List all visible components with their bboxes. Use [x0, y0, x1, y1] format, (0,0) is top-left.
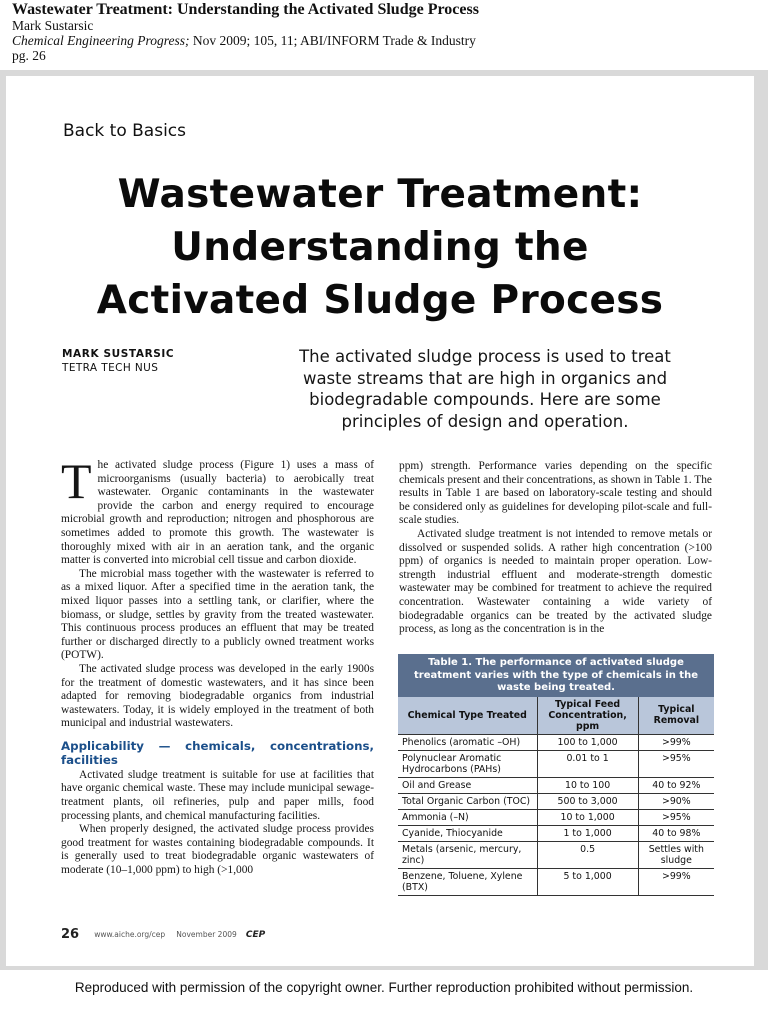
citation-source — [12, 33, 756, 48]
table-row — [398, 809, 714, 825]
table-cell: 40 to 92% — [638, 777, 714, 793]
table-header-cell: Typical Feed Concentration, ppm — [537, 697, 638, 735]
citation-journal: Chemical Engineering Progress; — [12, 33, 190, 48]
table-cell: 10 to 100 — [537, 777, 638, 793]
table-row — [398, 750, 714, 777]
byline-author: MARK SUSTARSIC — [62, 348, 175, 360]
table-cell: >99% — [638, 868, 714, 895]
headline-line-2: Understanding the — [171, 225, 589, 270]
subheading-applicability: Applicability — chemicals, concentrations, facilities — [61, 738, 374, 767]
drop-cap: T — [61, 453, 92, 509]
article-page — [6, 76, 754, 966]
paragraph-3: The activated sludge process was developed in the early 1900s for the treatment of domestic wastewaters, and it has since been adapted for removing biodegradable organics from industrial wastewaters. Today, it is widely employed in the treatment of both municipal and industrial wastewaters. — [61, 662, 374, 730]
headline-line-3: Activated Sludge Process — [96, 278, 664, 323]
citation-page: pg. 26 — [12, 48, 46, 63]
footer-page-number: 26 — [61, 927, 80, 942]
byline — [62, 348, 174, 374]
table-caption: Table 1. The performance of activated sludge treatment varies with the type of chemicals in the waste being treated. — [398, 654, 714, 697]
table-cell: Polynuclear Aromatic Hydrocarbons (PAHs) — [398, 750, 537, 777]
citation-author: Mark Sustarsic — [12, 18, 94, 33]
citation-details: Nov 2009; 105, 11; ABI/INFORM Trade & Industry — [189, 33, 476, 48]
article-headline — [46, 168, 714, 327]
footer-date: November 2009 — [176, 930, 237, 939]
table-cell: >95% — [638, 809, 714, 825]
citation-header — [12, 2, 756, 63]
table-row — [398, 734, 714, 750]
page-footer — [61, 924, 265, 943]
paragraph-1 — [61, 453, 374, 568]
table-header-row — [398, 697, 714, 735]
body-column-right — [399, 460, 712, 637]
table-cell: >90% — [638, 793, 714, 809]
table-row — [398, 777, 714, 793]
article-deck: The activated sludge process is used to treat waste streams that are high in organics and biodegradable compounds. Here are some principles of design and operation. — [299, 347, 671, 431]
table-cell: 10 to 1,000 — [537, 809, 638, 825]
headline-line-1: Wastewater Treatment: — [117, 172, 643, 217]
performance-table — [398, 697, 714, 896]
table-cell: >95% — [638, 750, 714, 777]
table-cell: Settles with sludge — [638, 841, 714, 868]
table-cell: 5 to 1,000 — [537, 868, 638, 895]
body-column-left — [61, 453, 374, 878]
table-header-cell: Chemical Type Treated — [398, 697, 537, 735]
table-cell: 100 to 1,000 — [537, 734, 638, 750]
section-label: Back to Basics — [63, 121, 187, 141]
table-cell: 1 to 1,000 — [537, 825, 638, 841]
table-row — [398, 868, 714, 895]
table-cell: Metals (arsenic, mercury, zinc) — [398, 841, 537, 868]
table-cell: 0.5 — [537, 841, 638, 868]
citation-title: Wastewater Treatment: Understanding the Activated Sludge Process — [12, 1, 479, 18]
paragraph-6: ppm) strength. Performance varies depending on the specific chemicals present and their concentrations, as shown in Table 1. The results in Table 1 are based on laboratory-scale testing and should be considered only as guidelines for developing pilot-scale and full-scale studies. — [399, 460, 712, 527]
footer-url: www.aiche.org/cep — [94, 930, 166, 939]
paragraph-2: The microbial mass together with the wastewater is referred to as a mixed liquor. After a specified time in the aeration tank, the mixed liquor passes into a settling tank, or clarifier, where the biomass, or sludge, settles by gravity from the treated wastewater. This continuous process produces an effluent that may be treated further or discharged directly to a publicly owned treatment works (POTW). — [61, 567, 374, 662]
paragraph-4: Activated sludge treatment is suitable for use at facilities that have organic chemical waste. These may include municipal sewage-treatment plants, oil refineries, pulp and paper mills, food processing plants, and chemical manufacturing facilities. — [61, 768, 374, 822]
table-cell: Cyanide, Thiocyanide — [398, 825, 537, 841]
paragraph-1-text: he activated sludge process (Figure 1) uses a mass of microorganisms (usually bacteria) to aerobically treat wastewater. Organic contaminants in the wastewater provide the carbon and energy required to encourage microbial growth and reproduction; nitrogen and phosphorous are sometimes added to promote this growth. The wastewater is thoroughly mixed with air in an aeration tank, and the organic matter is converted into microbial cell tissue and carbon dioxide. — [61, 459, 374, 567]
table-cell: Benzene, Toluene, Xylene (BTX) — [398, 868, 537, 895]
table-cell: >99% — [638, 734, 714, 750]
table-cell: 500 to 3,000 — [537, 793, 638, 809]
table-cell: 0.01 to 1 — [537, 750, 638, 777]
table-row — [398, 793, 714, 809]
table-row — [398, 825, 714, 841]
table-cell: 40 to 98% — [638, 825, 714, 841]
table-cell: Ammonia (–N) — [398, 809, 537, 825]
table-cell: Total Organic Carbon (TOC) — [398, 793, 537, 809]
table-row — [398, 841, 714, 868]
permission-notice: Reproduced with permission of the copyright owner. Further reproduction prohibited without permission. — [74, 980, 694, 995]
table-1 — [398, 654, 714, 896]
table-header-cell: Typical Removal — [638, 697, 714, 735]
table-cell: Phenolics (aromatic –OH) — [398, 734, 537, 750]
paragraph-7: Activated sludge treatment is not intended to remove metals or dissolved or suspended solids. A rather high concentration (>100 ppm) of organics is needed to maintain proper operation. Low-strength industrial effluent and moderate-strength domestic wastewater may be combined for treatment to achieve the required concentration. Wastewater containing a wide variety of biodegradable organics can be treated by the activated sludge process, as long as the concentration is in the — [399, 527, 712, 636]
paragraph-5: When properly designed, the activated sludge process provides good treatment for wastes containing biodegradable compounds. It is generally used to treat biodegradable organic wastewaters of moderate (10–1,000 ppm) to high (>1,000 — [61, 823, 374, 877]
byline-affiliation: TETRA TECH NUS — [62, 362, 159, 374]
table-cell: Oil and Grease — [398, 777, 537, 793]
footer-brand-logo: CEP — [245, 929, 266, 940]
